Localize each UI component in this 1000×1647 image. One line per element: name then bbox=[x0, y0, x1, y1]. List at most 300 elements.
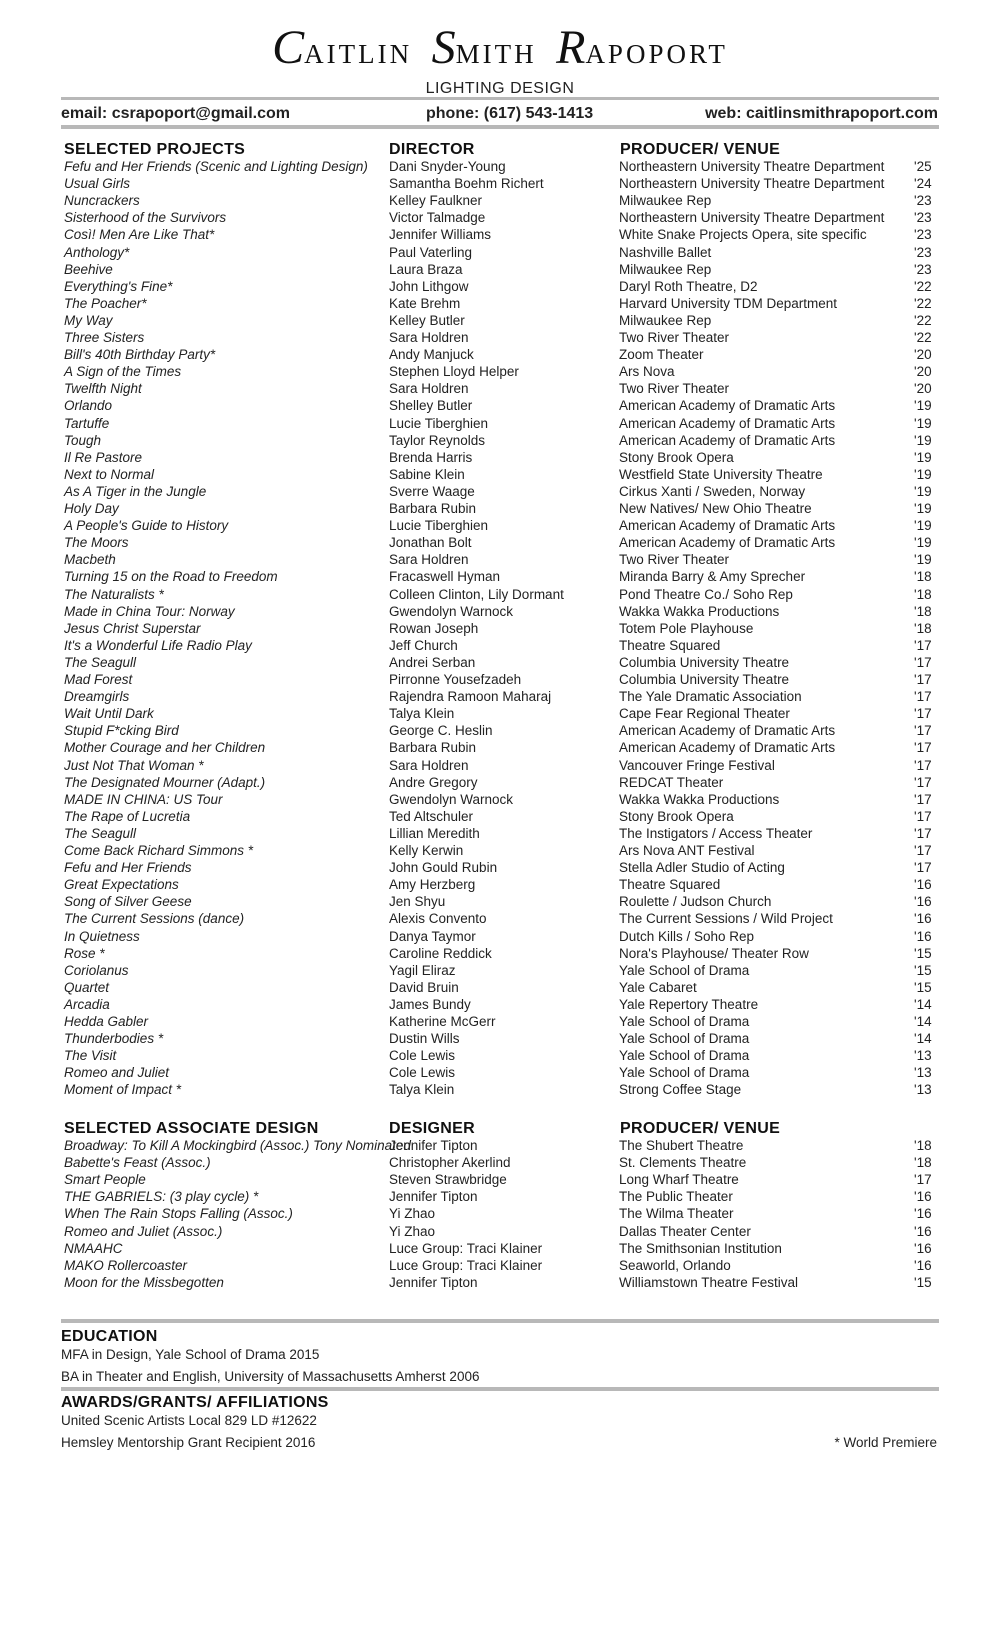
year: '17 bbox=[914, 689, 932, 705]
producer-venue: New Natives/ New Ohio Theatre bbox=[619, 501, 812, 516]
producer-venue: The Shubert Theatre bbox=[619, 1138, 744, 1153]
production-title: The Moors bbox=[64, 535, 129, 551]
year: '19 bbox=[914, 398, 932, 414]
year: '17 bbox=[914, 860, 932, 876]
table-row bbox=[64, 432, 944, 450]
table-row bbox=[64, 226, 944, 244]
producer-venue: Milwaukee Rep bbox=[619, 312, 712, 328]
year: '22 bbox=[914, 278, 932, 294]
producer-venue: The Public Theater bbox=[619, 1189, 733, 1205]
table-row bbox=[64, 1188, 944, 1206]
producer-venue: Pond Theatre Co./ Soho Rep bbox=[619, 586, 793, 602]
director-name: Ted Altschuler bbox=[389, 808, 474, 824]
table-row bbox=[64, 586, 944, 604]
year: '19 bbox=[914, 501, 932, 516]
table-row bbox=[64, 825, 944, 843]
production-title: Orlando bbox=[64, 398, 113, 414]
director-name: Yagil Eliraz bbox=[389, 962, 456, 978]
year: '17 bbox=[914, 1172, 932, 1188]
producer-venue: The Current Sessions / Wild Project bbox=[619, 911, 833, 927]
year: '24 bbox=[914, 176, 932, 192]
year: '18 bbox=[914, 620, 932, 636]
director-name: Fracaswell Hyman bbox=[389, 569, 501, 585]
director-name: Sverre Waage bbox=[389, 483, 475, 499]
production-title: Quartet bbox=[64, 979, 110, 995]
designer-name bbox=[0, 20, 1000, 75]
year: '17 bbox=[914, 706, 932, 722]
production-title: Stupid F*cking Bird bbox=[64, 723, 179, 739]
production-title: NMAAHC bbox=[64, 1240, 123, 1256]
production-title: Dreamgirls bbox=[64, 689, 130, 705]
table-row bbox=[64, 380, 944, 398]
year: '19 bbox=[914, 466, 932, 482]
year: '15 bbox=[914, 979, 932, 995]
production-title: Come Back Richard Simmons * bbox=[64, 843, 254, 858]
director-name: Amy Herzberg bbox=[389, 877, 476, 893]
producer-venue: American Academy of Dramatic Arts bbox=[619, 535, 836, 551]
director-name: Talya Klein bbox=[389, 1082, 455, 1098]
director-name: Andrei Serban bbox=[389, 654, 476, 670]
production-title: Hedda Gabler bbox=[64, 1014, 149, 1029]
table-row bbox=[64, 1171, 944, 1189]
table-row bbox=[64, 449, 944, 467]
year: '16 bbox=[914, 1223, 932, 1239]
table-row bbox=[64, 295, 944, 313]
awards-rule bbox=[61, 1387, 939, 1391]
production-title: A Sign of the Times bbox=[64, 364, 182, 380]
production-title: The Naturalists * bbox=[64, 586, 164, 602]
production-title: Tough bbox=[64, 432, 102, 448]
table-row bbox=[64, 1223, 944, 1241]
producer-venue: St. Clements Theatre bbox=[619, 1155, 747, 1171]
director-name: Rajendra Ramoon Maharaj bbox=[389, 689, 552, 705]
producer-venue: Stella Adler Studio of Acting bbox=[619, 860, 785, 876]
director-name: Paul Vaterling bbox=[389, 244, 473, 260]
director-name: Yi Zhao bbox=[389, 1223, 436, 1239]
table-row bbox=[64, 603, 944, 621]
year: '15 bbox=[914, 962, 932, 978]
table-row bbox=[64, 192, 944, 210]
producer-venue: Totem Pole Playhouse bbox=[619, 620, 754, 636]
producer-venue: Long Wharf Theatre bbox=[619, 1172, 739, 1188]
production-title: Coriolanus bbox=[64, 962, 129, 978]
production-title: MAKO Rollercoaster bbox=[64, 1257, 188, 1273]
producer-venue: Westfield State University Theatre bbox=[619, 466, 823, 482]
production-title: Three Sisters bbox=[64, 330, 145, 345]
producer-venue: American Academy of Dramatic Arts bbox=[619, 415, 836, 431]
producer-venue: Two River Theater bbox=[619, 381, 730, 397]
table-row bbox=[64, 774, 944, 792]
year: '13 bbox=[914, 1065, 932, 1081]
year: '15 bbox=[914, 1274, 932, 1290]
year: '17 bbox=[914, 791, 932, 807]
production-title: Song of Silver Geese bbox=[64, 894, 192, 910]
director-name: John Lithgow bbox=[389, 278, 469, 294]
table-row bbox=[64, 175, 944, 193]
producer-venue: Yale School of Drama bbox=[619, 1031, 750, 1047]
table-row bbox=[64, 244, 944, 262]
production-title: MADE IN CHINA: US Tour bbox=[64, 791, 223, 807]
director-name: Taylor Reynolds bbox=[389, 432, 486, 448]
award-line: United Scenic Artists Local 829 LD #12622 bbox=[61, 1413, 317, 1428]
world-premiere-footnote: * World Premiere bbox=[834, 1435, 937, 1450]
production-title: Fefu and Her Friends (Scenic and Lighting Design) bbox=[64, 159, 368, 174]
producer-venue: Milwaukee Rep bbox=[619, 261, 712, 277]
producer-venue: REDCAT Theater bbox=[619, 774, 724, 790]
producer-venue: American Academy of Dramatic Arts bbox=[619, 518, 836, 534]
director-name: Sara Holdren bbox=[389, 757, 469, 773]
table-row bbox=[64, 979, 944, 997]
table-row bbox=[64, 312, 944, 330]
production-title: Babette's Feast (Assoc.) bbox=[64, 1155, 211, 1171]
producer-venue: Columbia University Theatre bbox=[619, 654, 790, 670]
director-name: Kelley Faulkner bbox=[389, 193, 483, 209]
year: '17 bbox=[914, 757, 932, 773]
producer-venue: Ars Nova bbox=[619, 364, 675, 380]
table-row bbox=[64, 688, 944, 706]
producer-venue: The Wilma Theater bbox=[619, 1206, 734, 1222]
producer-venue: Stony Brook Opera bbox=[619, 449, 734, 465]
production-title: Wait Until Dark bbox=[64, 706, 154, 722]
production-title: Beehive bbox=[64, 261, 113, 277]
table-row bbox=[64, 671, 944, 689]
producer-venue: Milwaukee Rep bbox=[619, 193, 712, 209]
table-row bbox=[64, 261, 944, 279]
producer-venue: Yale Cabaret bbox=[619, 979, 697, 995]
production-title: The Visit bbox=[64, 1048, 117, 1064]
year: '17 bbox=[914, 723, 932, 739]
production-title: Usual Girls bbox=[64, 176, 131, 192]
production-title: Jesus Christ Superstar bbox=[64, 620, 201, 636]
production-title: Made in China Tour: Norway bbox=[64, 603, 235, 619]
table-row bbox=[64, 654, 944, 672]
production-title: Everything's Fine* bbox=[64, 278, 173, 294]
year: '23 bbox=[914, 210, 932, 226]
director-name: Jennifer Tipton bbox=[389, 1138, 478, 1153]
year: '16 bbox=[914, 1206, 932, 1222]
director-name: Barbara Rubin bbox=[389, 501, 477, 516]
table-row bbox=[64, 1081, 944, 1099]
table-row bbox=[64, 1047, 944, 1065]
director-name: Alexis Convento bbox=[389, 911, 487, 927]
producer-venue: Daryl Roth Theatre, D2 bbox=[619, 278, 758, 294]
table-row bbox=[64, 876, 944, 894]
year: '20 bbox=[914, 364, 932, 380]
production-title: Fefu and Her Friends bbox=[64, 860, 192, 876]
director-name: Barbara Rubin bbox=[389, 740, 477, 756]
producer-venue: Wakka Wakka Productions bbox=[619, 603, 780, 619]
producer-venue: Strong Coffee Stage bbox=[619, 1082, 742, 1098]
year: '23 bbox=[914, 193, 932, 209]
production-title: Twelfth Night bbox=[64, 381, 142, 397]
table-row bbox=[64, 1274, 944, 1292]
production-title: Nuncrackers bbox=[64, 193, 140, 209]
producer-venue: Yale School of Drama bbox=[619, 1048, 750, 1064]
table-row bbox=[64, 1013, 944, 1031]
director-name: George C. Heslin bbox=[389, 723, 493, 739]
phone-text: phone: (617) 543-1413 bbox=[426, 105, 594, 122]
producer-venue: American Academy of Dramatic Arts bbox=[619, 432, 836, 448]
producer-venue: Roulette / Judson Church bbox=[619, 894, 772, 910]
production-title: Thunderbodies * bbox=[64, 1031, 164, 1047]
production-title: Just Not That Woman * bbox=[64, 757, 204, 773]
production-title: Mad Forest bbox=[64, 672, 133, 687]
associate-design-heading: SELECTED ASSOCIATE DESIGN bbox=[64, 1120, 319, 1137]
director-name: Lucie Tiberghien bbox=[389, 415, 489, 431]
producer-venue: Yale Repertory Theatre bbox=[619, 996, 759, 1012]
producer-venue: Nashville Ballet bbox=[619, 244, 712, 260]
production-title: Broadway: To Kill A Mockingbird (Assoc.) Tony Nominated bbox=[64, 1138, 411, 1153]
year: '16 bbox=[914, 1189, 932, 1205]
director-name: Lucie Tiberghien bbox=[389, 518, 489, 534]
year: '17 bbox=[914, 672, 932, 687]
year: '14 bbox=[914, 1014, 932, 1029]
table-row bbox=[64, 363, 944, 381]
director-name: Andy Manjuck bbox=[389, 347, 474, 363]
table-row bbox=[64, 859, 944, 877]
director-name: Dani Snyder-Young bbox=[389, 159, 506, 174]
table-row bbox=[64, 945, 944, 963]
production-title: Bill's 40th Birthday Party* bbox=[64, 347, 216, 363]
awards-heading: AWARDS/GRANTS/ AFFILIATIONS bbox=[61, 1394, 329, 1411]
producer-venue: American Academy of Dramatic Arts bbox=[619, 398, 836, 414]
table-row bbox=[64, 500, 944, 518]
director-name: Gwendolyn Warnock bbox=[389, 603, 514, 619]
producer-venue: Columbia University Theatre bbox=[619, 672, 790, 687]
director-name: Sara Holdren bbox=[389, 552, 469, 568]
production-title: Moment of Impact * bbox=[64, 1082, 182, 1098]
job-title: LIGHTING DESIGN bbox=[425, 80, 575, 97]
producer-venue: Theatre Squared bbox=[619, 877, 721, 893]
education-line: MFA in Design, Yale School of Drama 2015 bbox=[61, 1347, 320, 1362]
director-name: Luce Group: Traci Klainer bbox=[389, 1257, 543, 1273]
year: '16 bbox=[914, 911, 932, 927]
producer-venue: Zoom Theater bbox=[619, 347, 704, 363]
year: '16 bbox=[914, 877, 932, 893]
director-name: Kelley Butler bbox=[389, 312, 465, 328]
year: '19 bbox=[914, 449, 932, 465]
year: '13 bbox=[914, 1048, 932, 1064]
year: '23 bbox=[914, 244, 932, 260]
name-word-last: RAPOPORT bbox=[556, 21, 728, 74]
production-title: In Quietness bbox=[64, 928, 140, 944]
year: '19 bbox=[914, 518, 932, 534]
director-name: James Bundy bbox=[389, 996, 471, 1012]
year: '22 bbox=[914, 330, 932, 345]
associate-producer-venue-column-heading: PRODUCER/ VENUE bbox=[620, 1120, 781, 1137]
director-name: Laura Braza bbox=[389, 261, 463, 277]
table-row bbox=[64, 329, 944, 347]
table-row bbox=[64, 397, 944, 415]
table-row bbox=[64, 620, 944, 638]
director-name: Jennifer Tipton bbox=[389, 1189, 478, 1205]
production-title: The Seagull bbox=[64, 654, 137, 670]
director-name: Pirronne Yousefzadeh bbox=[389, 672, 522, 687]
table-row bbox=[64, 1154, 944, 1172]
director-name: Jennifer Williams bbox=[389, 227, 492, 243]
table-row bbox=[64, 893, 944, 911]
production-title: The Seagull bbox=[64, 825, 137, 841]
producer-venue-column-heading: PRODUCER/ VENUE bbox=[620, 141, 781, 158]
director-name: Lillian Meredith bbox=[389, 825, 480, 841]
year: '20 bbox=[914, 347, 932, 363]
production-title: Moon for the Missbegotten bbox=[64, 1274, 224, 1290]
year: '15 bbox=[914, 945, 932, 961]
table-row bbox=[64, 1240, 944, 1258]
production-title: Il Re Pastore bbox=[64, 449, 143, 465]
producer-venue: Ars Nova ANT Festival bbox=[619, 843, 755, 858]
header-rule bbox=[61, 97, 939, 100]
year: '22 bbox=[914, 312, 932, 328]
producer-venue: Cirkus Xanti / Sweden, Norway bbox=[619, 483, 806, 499]
director-name: Danya Taymor bbox=[389, 928, 476, 944]
production-title: Holy Day bbox=[64, 501, 119, 516]
table-row bbox=[64, 568, 944, 586]
year: '25 bbox=[914, 159, 932, 174]
director-name: Colleen Clinton, Lily Dormant bbox=[389, 586, 564, 602]
producer-venue: The Yale Dramatic Association bbox=[619, 689, 802, 705]
director-column-heading: DIRECTOR bbox=[389, 141, 475, 158]
table-row bbox=[64, 517, 944, 535]
director-name: Jonathan Bolt bbox=[389, 535, 472, 551]
table-row bbox=[64, 739, 944, 757]
director-name: John Gould Rubin bbox=[389, 860, 498, 876]
table-row bbox=[64, 209, 944, 227]
producer-venue: American Academy of Dramatic Arts bbox=[619, 740, 836, 756]
director-name: Victor Talmadge bbox=[389, 210, 486, 226]
year: '17 bbox=[914, 825, 932, 841]
production-title: Sisterhood of the Survivors bbox=[64, 210, 227, 226]
year: '20 bbox=[914, 381, 932, 397]
year: '19 bbox=[914, 432, 932, 448]
year: '18 bbox=[914, 586, 932, 602]
director-name: Jennifer Tipton bbox=[389, 1274, 478, 1290]
table-row bbox=[64, 808, 944, 826]
production-title: Turning 15 on the Road to Freedom bbox=[64, 569, 278, 585]
director-name: Sara Holdren bbox=[389, 381, 469, 397]
director-name: Sabine Klein bbox=[389, 466, 465, 482]
production-title: The Current Sessions (dance) bbox=[64, 911, 245, 927]
director-name: Christopher Akerlind bbox=[389, 1155, 511, 1171]
producer-venue: Theatre Squared bbox=[619, 637, 721, 653]
table-row bbox=[64, 1257, 944, 1275]
designer-column-heading: DESIGNER bbox=[389, 1120, 475, 1137]
year: '17 bbox=[914, 654, 932, 670]
year: '23 bbox=[914, 227, 932, 243]
year: '17 bbox=[914, 843, 932, 858]
director-name: Samantha Boehm Richert bbox=[389, 176, 544, 192]
education-rule bbox=[61, 1319, 939, 1323]
producer-venue: Dutch Kills / Soho Rep bbox=[619, 928, 755, 944]
year: '18 bbox=[914, 1138, 932, 1153]
table-row bbox=[64, 910, 944, 928]
director-name: Cole Lewis bbox=[389, 1065, 456, 1081]
production-title: Romeo and Juliet (Assoc.) bbox=[64, 1223, 223, 1239]
director-name: Katherine McGerr bbox=[389, 1014, 496, 1029]
producer-venue: Yale School of Drama bbox=[619, 1065, 750, 1081]
production-title: Romeo and Juliet bbox=[64, 1065, 170, 1081]
production-title: Mother Courage and her Children bbox=[64, 740, 266, 756]
director-name: Brenda Harris bbox=[389, 449, 473, 465]
producer-venue: Two River Theater bbox=[619, 330, 730, 345]
producer-venue: Wakka Wakka Productions bbox=[619, 791, 780, 807]
year: '17 bbox=[914, 740, 932, 756]
production-title: As A Tiger in the Jungle bbox=[64, 483, 207, 499]
producer-venue: Nora's Playhouse/ Theater Row bbox=[619, 945, 809, 961]
name-word-middle: SMITH bbox=[431, 21, 537, 74]
year: '14 bbox=[914, 996, 932, 1012]
year: '16 bbox=[914, 1257, 932, 1273]
table-row bbox=[64, 722, 944, 740]
production-title: THE GABRIELS: (3 play cycle) * bbox=[64, 1189, 259, 1205]
director-name: Steven Strawbridge bbox=[389, 1172, 507, 1188]
table-row bbox=[64, 705, 944, 723]
production-title: The Poacher* bbox=[64, 295, 147, 311]
table-row bbox=[64, 842, 944, 860]
director-name: Dustin Wills bbox=[389, 1031, 460, 1047]
website-link[interactable]: web: caitlinsmithrapoport.com bbox=[705, 105, 938, 122]
producer-venue: Stony Brook Opera bbox=[619, 808, 734, 824]
producer-venue: American Academy of Dramatic Arts bbox=[619, 723, 836, 739]
production-title: Smart People bbox=[64, 1172, 146, 1188]
director-name: Jeff Church bbox=[389, 637, 458, 653]
producer-venue: Northeastern University Theatre Department bbox=[619, 210, 885, 226]
producer-venue: Northeastern University Theatre Department bbox=[619, 176, 885, 192]
director-name: Caroline Reddick bbox=[389, 945, 492, 961]
producer-venue: Yale School of Drama bbox=[619, 1014, 750, 1029]
producer-venue: Seaworld, Orlando bbox=[619, 1257, 731, 1273]
year: '17 bbox=[914, 808, 932, 824]
director-name: Gwendolyn Warnock bbox=[389, 791, 514, 807]
table-row bbox=[64, 757, 944, 775]
education-heading: EDUCATION bbox=[61, 1328, 158, 1345]
email-link[interactable]: email: csrapoport@gmail.com bbox=[61, 105, 290, 122]
year: '17 bbox=[914, 774, 932, 790]
director-name: Shelley Butler bbox=[389, 398, 473, 414]
producer-venue: The Smithsonian Institution bbox=[619, 1240, 782, 1256]
year: '23 bbox=[914, 261, 932, 277]
contact-rule bbox=[61, 125, 939, 129]
producer-venue: White Snake Projects Opera, site specific bbox=[619, 227, 867, 243]
table-row bbox=[64, 346, 944, 364]
year: '16 bbox=[914, 1240, 932, 1256]
table-row bbox=[64, 466, 944, 484]
table-row bbox=[64, 158, 944, 176]
name-word-first: CAITLIN bbox=[272, 21, 413, 74]
table-row bbox=[64, 551, 944, 569]
production-title: The Rape of Lucretia bbox=[64, 808, 191, 824]
director-name: Jen Shyu bbox=[389, 894, 446, 910]
production-title: It's a Wonderful Life Radio Play bbox=[64, 637, 252, 653]
producer-venue: Cape Fear Regional Theater bbox=[619, 706, 790, 722]
table-row bbox=[64, 928, 944, 946]
director-name: Stephen Lloyd Helper bbox=[389, 364, 519, 380]
table-row bbox=[64, 962, 944, 980]
award-line: Hemsley Mentorship Grant Recipient 2016 bbox=[61, 1435, 316, 1450]
producer-venue: The Instigators / Access Theater bbox=[619, 825, 813, 841]
producer-venue: Vancouver Fringe Festival bbox=[619, 757, 775, 773]
production-title: A People's Guide to History bbox=[64, 518, 229, 534]
director-name: Cole Lewis bbox=[389, 1048, 456, 1064]
director-name: Andre Gregory bbox=[389, 774, 478, 790]
year: '18 bbox=[914, 569, 932, 585]
director-name: Yi Zhao bbox=[389, 1206, 436, 1222]
year: '16 bbox=[914, 928, 932, 944]
year: '17 bbox=[914, 637, 932, 653]
table-row bbox=[64, 415, 944, 433]
table-row bbox=[64, 637, 944, 655]
director-name: Sara Holdren bbox=[389, 330, 469, 345]
